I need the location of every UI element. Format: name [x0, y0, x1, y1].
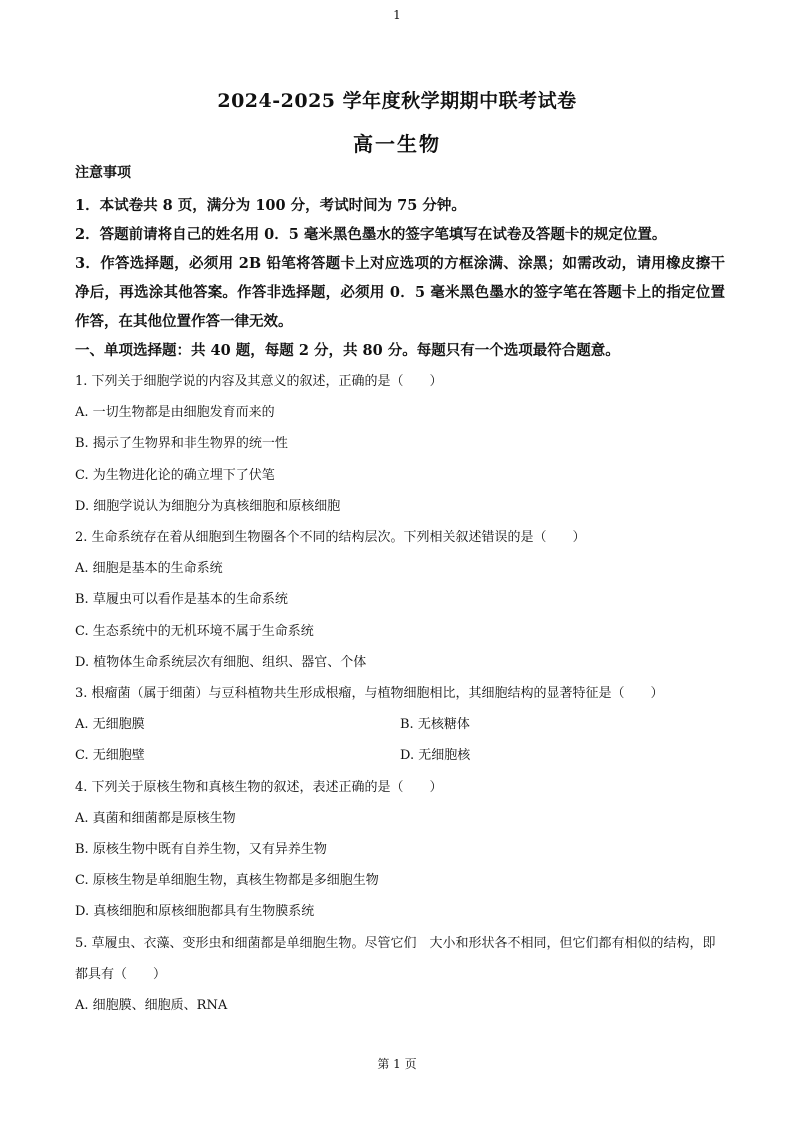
question-3-option-a: A. 无细胞膜 [75, 717, 145, 733]
notice-item-2: 2．答题前请将自己的姓名用 0．5 毫米黑色墨水的签字笔填写在试卷及答题卡的规定位置。 [75, 226, 667, 243]
question-1-option-c: C. 为生物进化论的确立埋下了伏笔 [75, 467, 275, 483]
question-2-option-b: B. 草履虫可以看作是基本的生命系统 [75, 592, 288, 608]
question-4-option-d: D. 真核细胞和原核细胞都具有生物膜系统 [75, 904, 315, 920]
section-heading: 一、单项选择题：共 40 题，每题 2 分，共 80 分。每题只有一个选项最符合题意。 [75, 342, 620, 359]
question-4-stem: 4. 下列关于原核生物和真核生物的叙述，表述正确的是（ ） [75, 779, 443, 795]
question-3-option-d: D. 无细胞核 [400, 748, 471, 764]
question-4-option-a: A. 真菌和细菌都是原核生物 [75, 810, 236, 826]
question-2-option-c: C. 生态系统中的无机环境不属于生命系统 [75, 623, 314, 639]
question-1-stem: 1. 下列关于细胞学说的内容及其意义的叙述，正确的是（ ） [75, 374, 443, 389]
question-3-stem: 3. 根瘤菌（属于细菌）与豆科植物共生形成根瘤，与植物细胞相比，其细胞结构的显著特征是（ ） [75, 686, 664, 702]
question-2-option-d: D. 植物体生命系统层次有细胞、组织、器官、个体 [75, 654, 367, 670]
question-1-option-a: A. 一切生物都是由细胞发育而来的 [75, 405, 275, 421]
page-footer: 第 1 页 [377, 1057, 417, 1071]
notice-item-3: 3．作答选择题，必须用 2B 铅笔将答题卡上对应选项的方框涂满、涂黑；如需改动，请用橡皮擦干净后，再选涂其他答案。作答非选择题，必须用 0．5 毫米黑色墨水的签字笔在答题卡上的指定位置作答，在其他位置作答一律无效。 [75, 255, 725, 330]
question-3-options-row-2 [75, 740, 725, 771]
question-3-option-c: C. 无细胞壁 [75, 748, 145, 764]
notice-item-1: 1．本试卷共 8 页，满分为 100 分，考试时间为 75 分钟。 [75, 197, 466, 214]
page-content [75, 163, 725, 1021]
notice-heading: 注意事项 [75, 165, 131, 181]
question-4-option-c: C. 原核生物是单细胞生物，真核生物都是多细胞生物 [75, 873, 379, 889]
exam-title: 2024-2025 学年度秋学期期中联考试卷 [217, 90, 577, 112]
question-3-option-b: B. 无核糖体 [400, 717, 470, 733]
question-2-stem: 2. 生命系统存在着从细胞到生物圈各个不同的结构层次。下列相关叙述错误的是（ ） [75, 530, 586, 546]
question-1-option-b: B. 揭示了生物界和非生物界的统一性 [75, 436, 288, 452]
question-2-option-a: A. 细胞是基本的生命系统 [75, 561, 223, 577]
page-top-number: 1 [393, 8, 401, 22]
question-5-stem: 5. 草履虫、衣藻、变形虫和细菌都是单细胞生物。尽管它们 大小和形状各不相同，但它们都有相似的结构，即都具有（ ） [75, 935, 716, 982]
question-3-options-row-1 [75, 709, 725, 740]
exam-subject: 高一生物 [353, 132, 441, 156]
question-4-option-b: B. 原核生物中既有自养生物，又有异养生物 [75, 842, 327, 858]
question-5-option-a: A. 细胞膜、细胞质、RNA [75, 998, 228, 1014]
question-1-option-d: D. 细胞学说认为细胞分为真核细胞和原核细胞 [75, 498, 341, 514]
